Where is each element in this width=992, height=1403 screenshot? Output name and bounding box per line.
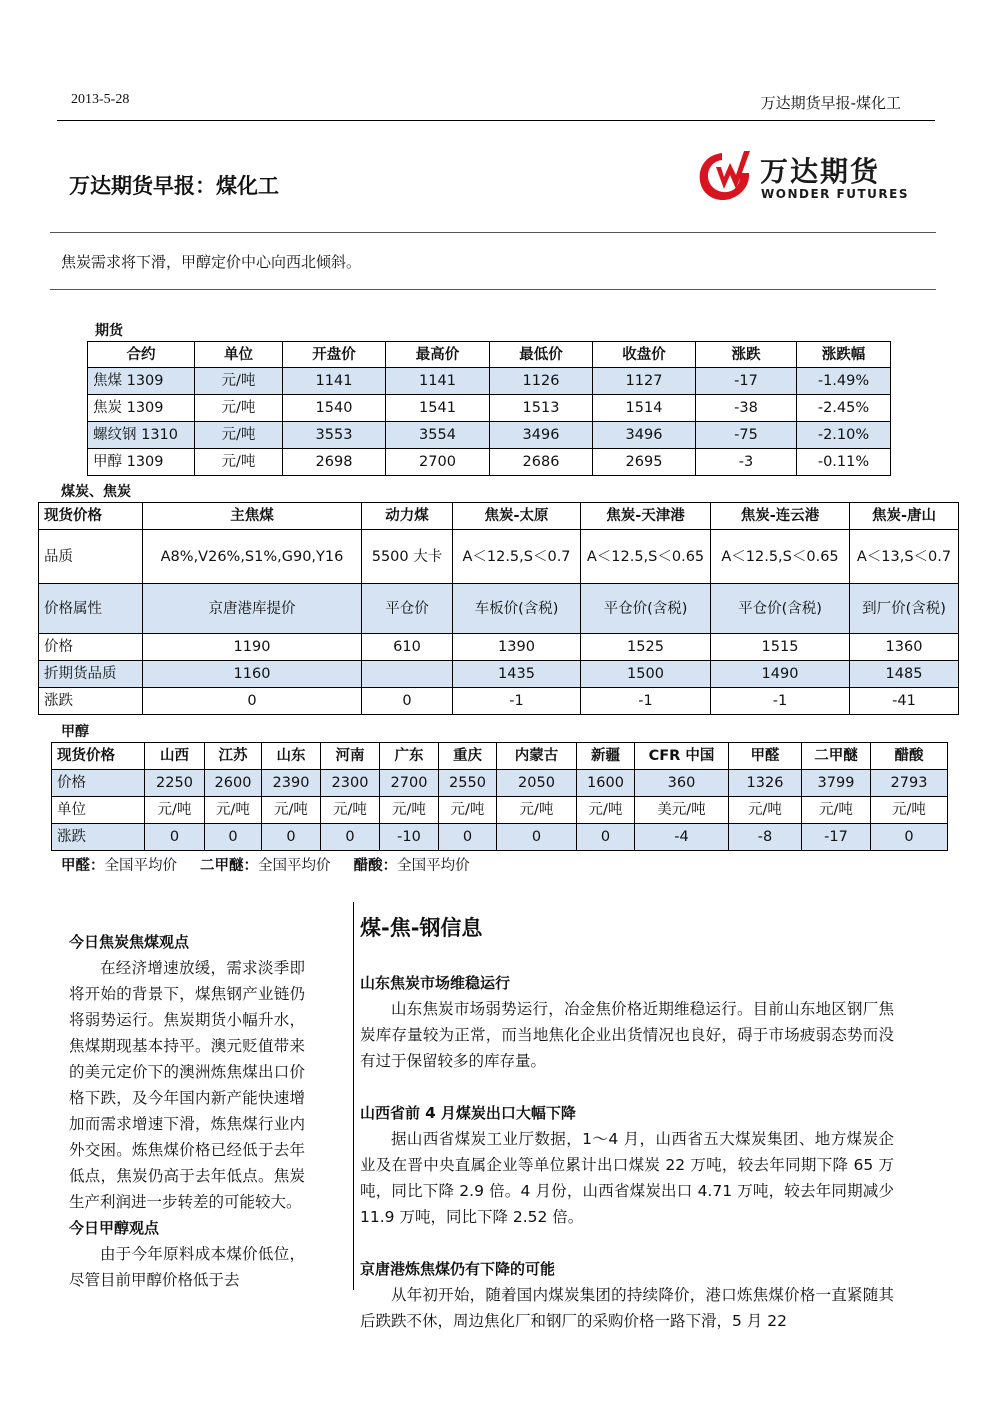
table-cell: 价格 — [52, 770, 145, 797]
summary-top-rule — [50, 232, 936, 233]
table-header-cell: 焦炭-天津港 — [581, 503, 711, 530]
table-cell: 品质 — [39, 530, 143, 584]
table-cell: 3799 — [802, 770, 871, 797]
table-cell: 2700 — [380, 770, 439, 797]
table-cell: -75 — [696, 422, 797, 449]
table-cell: 元/吨 — [439, 797, 497, 824]
table-cell: 1390 — [453, 634, 581, 661]
table-cell: 1513 — [490, 395, 593, 422]
table-cell: 元/吨 — [497, 797, 577, 824]
methanol-notes — [61, 854, 470, 875]
page-title: 万达期货早报：煤化工 — [69, 174, 279, 198]
table-cell: -8 — [729, 824, 802, 851]
table-row — [39, 634, 959, 661]
table-header-cell: 单位 — [195, 342, 283, 368]
news-heading: 京唐港炼焦煤仍有下降的可能 — [360, 1260, 556, 1278]
table-cell: 610 — [362, 634, 453, 661]
table-header-cell: 广东 — [380, 743, 439, 770]
table-header-row — [39, 503, 959, 530]
table-cell: -17 — [802, 824, 871, 851]
table-cell: 2250 — [145, 770, 205, 797]
table-cell: 0 — [321, 824, 380, 851]
table-header-cell: 内蒙古 — [497, 743, 577, 770]
table-cell: 元/吨 — [321, 797, 380, 824]
news-text: 山东焦炭市场弱势运行，冶金焦价格近期维稳运行。目前山东地区钢厂焦炭库存量较为正常，而当地焦化企业出货情况也良好，碍于市场疲弱态势而没有过于保留较多的库存量。 — [360, 1000, 894, 1070]
table-cell: 平仓价 — [362, 584, 453, 634]
table-cell: -41 — [850, 688, 959, 715]
table-cell: 1540 — [283, 395, 386, 422]
table-cell: 车板价(含税) — [453, 584, 581, 634]
table-cell: 元/吨 — [802, 797, 871, 824]
table-row — [52, 824, 948, 851]
table-cell: 到厂价(含税) — [850, 584, 959, 634]
table-cell: 0 — [145, 824, 205, 851]
table-cell: 0 — [205, 824, 262, 851]
table-cell: 360 — [635, 770, 729, 797]
table-cell: -3 — [696, 449, 797, 476]
table-cell: 1160 — [143, 661, 362, 688]
table-cell: 1500 — [581, 661, 711, 688]
right-column — [360, 912, 894, 1334]
coal-spot-table — [38, 502, 959, 715]
table-cell: 5500 大卡 — [362, 530, 453, 584]
news-section-title: 煤-焦-钢信息 — [360, 916, 483, 940]
coal-label: 煤炭、焦炭 — [61, 484, 131, 500]
table-cell: -4 — [635, 824, 729, 851]
table-header-cell: 收盘价 — [593, 342, 696, 368]
table-cell: 单位 — [52, 797, 145, 824]
table-cell: 0 — [497, 824, 577, 851]
table-cell: 元/吨 — [195, 449, 283, 476]
table-cell: 焦煤 1309 — [88, 368, 195, 395]
table-cell: A＜12.5,S＜0.65 — [581, 530, 711, 584]
methanol-view-heading: 今日甲醇观点 — [69, 1219, 160, 1237]
table-row — [39, 688, 959, 715]
table-header-cell: 现货价格 — [39, 503, 143, 530]
table-cell: 元/吨 — [380, 797, 439, 824]
news-text: 从年初开始，随着国内煤炭集团的持续降价，港口炼焦煤价格一直紧随其后跌跌不休，周边焦化厂和钢厂的采购价格一路下滑，5 月 22 — [360, 1286, 894, 1330]
table-cell: 3553 — [283, 422, 386, 449]
table-row — [88, 395, 891, 422]
coke-view-text: 在经济增速放缓，需求淡季即将开始的背景下，煤焦钢产业链仍将弱势运行。焦炭期货小幅升水，焦煤期现基本持平。澳元贬值带来的美元定价下的澳洲炼焦煤出口价格下跌，及今年国内新产能快速增加而需求增速下滑，炼焦煤行业内外交困。炼焦煤价格已经低于去年低点，焦炭仍高于去年低点。焦炭生产利润进一步转差的可能较大。 — [69, 959, 305, 1211]
table-header-cell: CFR 中国 — [635, 743, 729, 770]
table-cell: 美元/吨 — [635, 797, 729, 824]
table-header-cell: 涨跌 — [696, 342, 797, 368]
table-cell: 1515 — [711, 634, 850, 661]
table-cell: 2686 — [490, 449, 593, 476]
table-cell: 元/吨 — [195, 422, 283, 449]
column-divider — [353, 902, 354, 1290]
table-cell: 1141 — [283, 368, 386, 395]
table-cell: 3554 — [386, 422, 490, 449]
table-cell: -1.49% — [797, 368, 891, 395]
methanol-spot-table — [51, 742, 948, 851]
table-cell: A＜12.5,S＜0.65 — [711, 530, 850, 584]
table-row — [39, 530, 959, 584]
table-cell: -1 — [453, 688, 581, 715]
table-cell: 1485 — [850, 661, 959, 688]
table-cell: A8%,V26%,S1%,G90,Y16 — [143, 530, 362, 584]
logo-english-text: WONDER FUTURES — [761, 187, 910, 201]
table-cell: 2550 — [439, 770, 497, 797]
note-key: 醋酸： — [353, 858, 398, 874]
table-header-row — [88, 342, 891, 368]
table-cell: 1525 — [581, 634, 711, 661]
table-row — [52, 770, 948, 797]
table-cell: 0 — [262, 824, 321, 851]
table-header-cell: 焦炭-太原 — [453, 503, 581, 530]
report-date: 2013-5-28 — [71, 92, 130, 107]
table-header-cell: 江苏 — [205, 743, 262, 770]
methanol-view-text: 由于今年原料成本煤价低位，尽管目前甲醇价格低于去 — [69, 1245, 305, 1289]
note-value: 全国平均价 — [258, 858, 331, 874]
table-header-cell: 焦炭-连云港 — [711, 503, 850, 530]
table-cell: 3496 — [593, 422, 696, 449]
table-cell: 价格属性 — [39, 584, 143, 634]
table-cell: 2698 — [283, 449, 386, 476]
table-cell: 1490 — [711, 661, 850, 688]
header-rule — [57, 120, 935, 121]
methanol-label: 甲醇 — [61, 724, 89, 740]
coke-view-heading: 今日焦炭焦煤观点 — [69, 933, 190, 951]
table-cell: 折期货品质 — [39, 661, 143, 688]
table-header-cell: 山东 — [262, 743, 321, 770]
table-cell: 元/吨 — [195, 368, 283, 395]
table-cell: 涨跌 — [52, 824, 145, 851]
news-heading: 山东焦炭市场维稳运行 — [360, 974, 511, 992]
table-cell: 2050 — [497, 770, 577, 797]
summary-text: 焦炭需求将下滑，甲醇定价中心向西北倾斜。 — [61, 253, 362, 271]
table-cell: 焦炭 1309 — [88, 395, 195, 422]
summary-bottom-rule — [50, 289, 936, 290]
news-text: 据山西省煤炭工业厅数据，1～4 月，山西省五大煤炭集团、地方煤炭企业及在晋中央直属企业等单位累计出口煤炭 22 万吨，较去年同期下降 65 万吨，同比下降 2.9 倍。4 月份，山西省煤炭出口 4.71 万吨，较去年同期减少 11.9 万吨，同比下降 2.52 倍。 — [360, 1130, 894, 1226]
table-cell: 元/吨 — [195, 395, 283, 422]
table-header-cell: 合约 — [88, 342, 195, 368]
table-header-cell: 焦炭-唐山 — [850, 503, 959, 530]
table-cell: 甲醇 1309 — [88, 449, 195, 476]
table-cell: 元/吨 — [729, 797, 802, 824]
table-header-cell: 河南 — [321, 743, 380, 770]
header-title: 万达期货早报-煤化工 — [760, 94, 901, 112]
table-cell: 元/吨 — [205, 797, 262, 824]
table-cell: 元/吨 — [871, 797, 948, 824]
table-cell: 1360 — [850, 634, 959, 661]
table-header-cell: 甲醛 — [729, 743, 802, 770]
table-row — [88, 422, 891, 449]
table-cell: 2700 — [386, 449, 490, 476]
table-cell: 涨跌 — [39, 688, 143, 715]
note-value: 全国平均价 — [397, 858, 470, 874]
table-cell: -0.11% — [797, 449, 891, 476]
table-header-cell: 最高价 — [386, 342, 490, 368]
table-cell: 1326 — [729, 770, 802, 797]
table-cell: 1435 — [453, 661, 581, 688]
table-cell: 1126 — [490, 368, 593, 395]
table-cell: 平仓价(含税) — [581, 584, 711, 634]
table-header-cell: 二甲醚 — [802, 743, 871, 770]
table-row — [52, 797, 948, 824]
note-key: 二甲醚： — [200, 858, 259, 874]
table-header-cell: 最低价 — [490, 342, 593, 368]
table-cell: 2695 — [593, 449, 696, 476]
left-column — [69, 929, 305, 1293]
table-cell: 螺纹钢 1310 — [88, 422, 195, 449]
table-cell: 0 — [362, 688, 453, 715]
table-cell: 3496 — [490, 422, 593, 449]
table-cell: 0 — [871, 824, 948, 851]
table-header-cell: 动力煤 — [362, 503, 453, 530]
table-header-cell: 醋酸 — [871, 743, 948, 770]
table-cell: 元/吨 — [145, 797, 205, 824]
table-cell: 1127 — [593, 368, 696, 395]
table-row — [88, 368, 891, 395]
table-cell: -17 — [696, 368, 797, 395]
table-cell: -1 — [581, 688, 711, 715]
table-cell: -1 — [711, 688, 850, 715]
table-cell: 1190 — [143, 634, 362, 661]
futures-label: 期货 — [95, 323, 123, 339]
news-heading: 山西省前 4 月煤炭出口大幅下降 — [360, 1104, 576, 1122]
table-cell: A＜12.5,S＜0.7 — [453, 530, 581, 584]
table-header-cell: 山西 — [145, 743, 205, 770]
table-cell: 平仓价(含税) — [711, 584, 850, 634]
table-cell: 2600 — [205, 770, 262, 797]
table-cell — [362, 661, 453, 688]
table-cell: 京唐港库提价 — [143, 584, 362, 634]
futures-table — [87, 341, 891, 476]
table-header-cell: 涨跌幅 — [797, 342, 891, 368]
table-cell: 元/吨 — [262, 797, 321, 824]
table-cell: 0 — [143, 688, 362, 715]
table-cell: -2.10% — [797, 422, 891, 449]
table-cell: 2390 — [262, 770, 321, 797]
table-cell: 2793 — [871, 770, 948, 797]
table-cell: 价格 — [39, 634, 143, 661]
table-row — [88, 449, 891, 476]
table-cell: -2.45% — [797, 395, 891, 422]
table-header-cell: 重庆 — [439, 743, 497, 770]
table-cell: 1514 — [593, 395, 696, 422]
logo-chinese-text: 万达期货 — [760, 155, 881, 188]
note-key: 甲醛： — [61, 858, 105, 874]
table-row — [39, 584, 959, 634]
table-header-row — [52, 743, 948, 770]
table-header-cell: 现货价格 — [52, 743, 145, 770]
table-cell: 0 — [439, 824, 497, 851]
table-cell: 2300 — [321, 770, 380, 797]
note-value: 全国平均价 — [104, 858, 177, 874]
table-cell: A＜13,S＜0.7 — [850, 530, 959, 584]
table-cell: 1541 — [386, 395, 490, 422]
table-header-cell: 开盘价 — [283, 342, 386, 368]
table-header-cell: 主焦煤 — [143, 503, 362, 530]
table-row — [39, 661, 959, 688]
table-cell: 元/吨 — [577, 797, 635, 824]
table-cell: -38 — [696, 395, 797, 422]
table-cell: 1600 — [577, 770, 635, 797]
table-cell: -10 — [380, 824, 439, 851]
table-header-cell: 新疆 — [577, 743, 635, 770]
table-cell: 0 — [577, 824, 635, 851]
table-cell: 1141 — [386, 368, 490, 395]
